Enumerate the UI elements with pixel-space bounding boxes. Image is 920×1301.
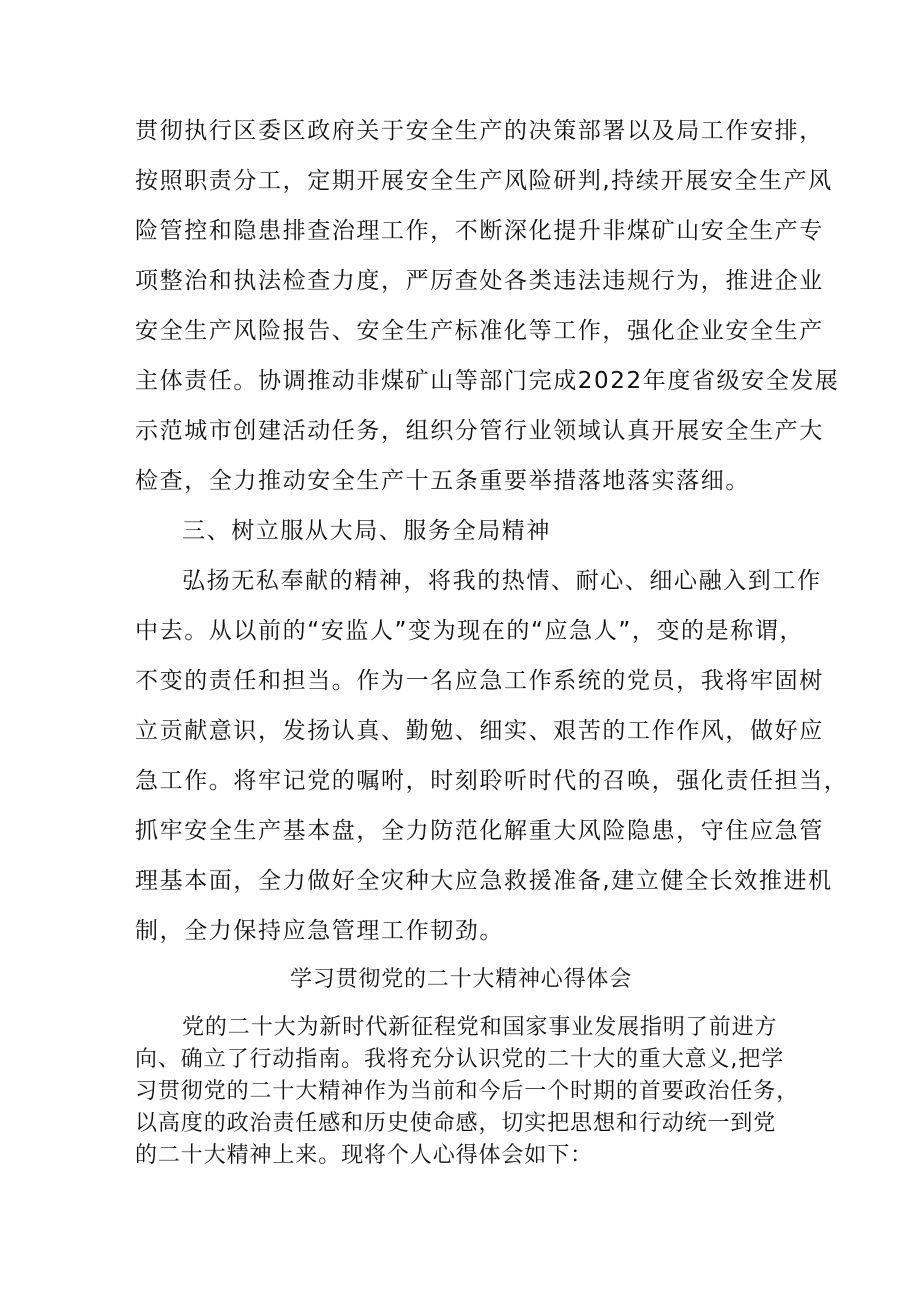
paragraph-line: 党的二十大为新时代新征程党和国家事业发展指明了前进方 (182, 1015, 778, 1040)
paragraph-line: 以高度的政治责任感和历史使命感，切实把思想和行动统一到党 (135, 1111, 777, 1136)
paragraph-line: 主体责任。协调推动非煤矿山等部门完成2022年度省级安全发展 (135, 368, 840, 394)
paragraph-line: 立贡献意识，发扬认真、勤勉、细实、艰苦的工作作风，做好应 (135, 718, 824, 744)
paragraph-line: 项整治和执法检查力度，严厉查处各类违法违规行为，推进企业 (135, 268, 824, 294)
paragraph-line: 险管控和隐患排查治理工作，不断深化提升非煤矿山安全生产专 (135, 218, 824, 244)
document-title: 学习贯彻党的二十大精神心得体会 (290, 967, 633, 992)
paragraph-line: 检查，全力推动安全生产十五条重要举措落地落实落细。 (135, 468, 750, 494)
paragraph-line: 安全生产风险报告、安全生产标准化等工作，强化企业安全生产 (135, 318, 824, 344)
paragraph-line: 抓牢安全生产基本盘，全力防范化解重大风险隐患，守住应急管 (135, 818, 824, 844)
paragraph-line: 的二十大精神上来。现将个人心得体会如下： (135, 1143, 594, 1168)
paragraph-line: 中去。从以前的“安监人”变为现在的“应急人”，变的是称谓， (135, 618, 805, 644)
paragraph-line: 理基本面，全力做好全灾种大应急救援准备,建立健全长效推进机 (135, 868, 833, 894)
section-heading: 三、树立服从大局、服务全局精神 (182, 518, 551, 544)
paragraph-line: 不变的责任和担当。作为一名应急工作系统的党员，我将牢固树 (135, 668, 824, 694)
paragraph-line: 制，全力保持应急管理工作韧劲。 (135, 918, 504, 944)
paragraph-line: 习贯彻党的二十大精神作为当前和今后一个时期的首要政治任务， (135, 1079, 800, 1104)
paragraph-line: 按照职责分工，定期开展安全生产风险研判,持续开展安全生产风 (135, 168, 833, 194)
paragraph-line: 弘扬无私奉献的精神，将我的热情、耐心、细心融入到工作 (182, 568, 822, 594)
paragraph-line: 急工作。将牢记党的嘱咐，时刻聆听时代的召唤，强化责任担当， (135, 768, 849, 794)
paragraph-line: 向、确立了行动指南。我将充分认识党的二十大的重大意义,把学 (135, 1047, 785, 1072)
paragraph-line: 示范城市创建活动任务，组织分管行业领域认真开展安全生产大 (135, 418, 824, 444)
paragraph-line: 贯彻执行区委区政府关于安全生产的决策部署以及局工作安排， (135, 118, 824, 144)
